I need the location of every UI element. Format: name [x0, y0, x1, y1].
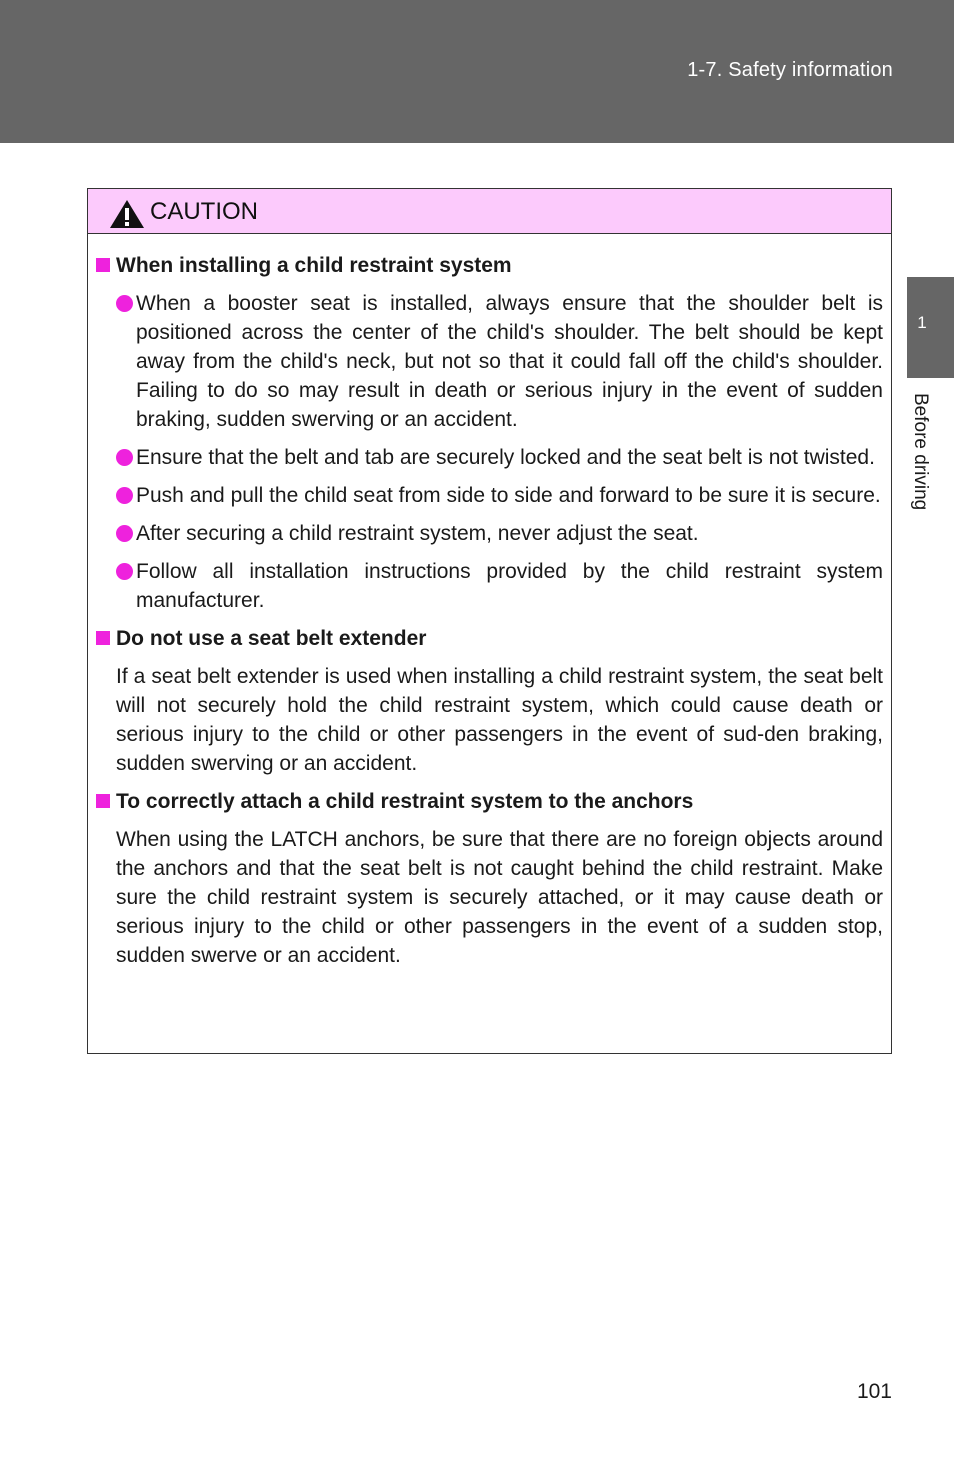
section-heading [95, 787, 883, 816]
list-item [95, 481, 883, 510]
circle-bullet-icon [116, 295, 133, 312]
list-item-text: When a booster seat is installed, always ensure that the shoulder belt is positioned across the center of the child's shoulder. The belt should be kept away from the child's neck, but not so that it could fall off the child's shoulder. Failing to do so may result in death or serious injury in the event of sudden braking, sudden swerving or an accident. [136, 292, 883, 431]
circle-bullet-icon [116, 563, 133, 580]
section-heading-text: To correctly attach a child restraint system to the anchors [116, 790, 694, 813]
list-item [95, 519, 883, 548]
chapter-tab [907, 277, 954, 378]
circle-bullet-icon [116, 449, 133, 466]
square-bullet-icon [96, 258, 110, 272]
section-heading [95, 251, 883, 280]
list-item [95, 443, 883, 472]
list-item [95, 289, 883, 434]
section-title: 1-7. Safety information [687, 59, 893, 81]
section-paragraph: If a seat belt extender is used when installing a child restraint system, the seat belt will not securely hold the child restraint system, which could cause death or serious injury to the child or other passengers in the event of sud-den braking, sudden swerving or an accident. [116, 665, 883, 775]
list-item-text: Follow all installation instructions provided by the child restraint system manufacturer. [136, 560, 883, 612]
list-item [95, 557, 883, 615]
caution-box [87, 188, 892, 1054]
caution-header [88, 189, 891, 234]
circle-bullet-icon [116, 487, 133, 504]
section-heading-text: Do not use a seat belt extender [116, 627, 427, 650]
square-bullet-icon [96, 631, 110, 645]
caution-title: CAUTION [150, 198, 258, 225]
section-heading-text: When installing a child restraint system [116, 254, 512, 277]
circle-bullet-icon [116, 525, 133, 542]
page-number: 101 [856, 1380, 892, 1403]
section-paragraph: When using the LATCH anchors, be sure that there are no foreign objects around the anchors and that the seat belt is not caught behind the child restraint. Make sure the child restraint system is securely attached, or it may cause death or serious injury to the child or other passengers in the event of a sudden stop, sudden swerve or an accident. [116, 828, 883, 967]
warning-triangle-icon [109, 199, 145, 229]
list-item-text: After securing a child restraint system, never adjust the seat. [136, 522, 699, 545]
list-item-text: Ensure that the belt and tab are securely locked and the seat belt is not twisted. [136, 446, 875, 469]
chapter-number: 1 [917, 313, 927, 332]
section-heading [95, 624, 883, 653]
header-bar [0, 0, 954, 143]
square-bullet-icon [96, 794, 110, 808]
chapter-label: Before driving [910, 393, 931, 511]
caution-content [95, 251, 883, 979]
list-item-text: Push and pull the child seat from side to side and forward to be sure it is secure. [136, 484, 881, 507]
